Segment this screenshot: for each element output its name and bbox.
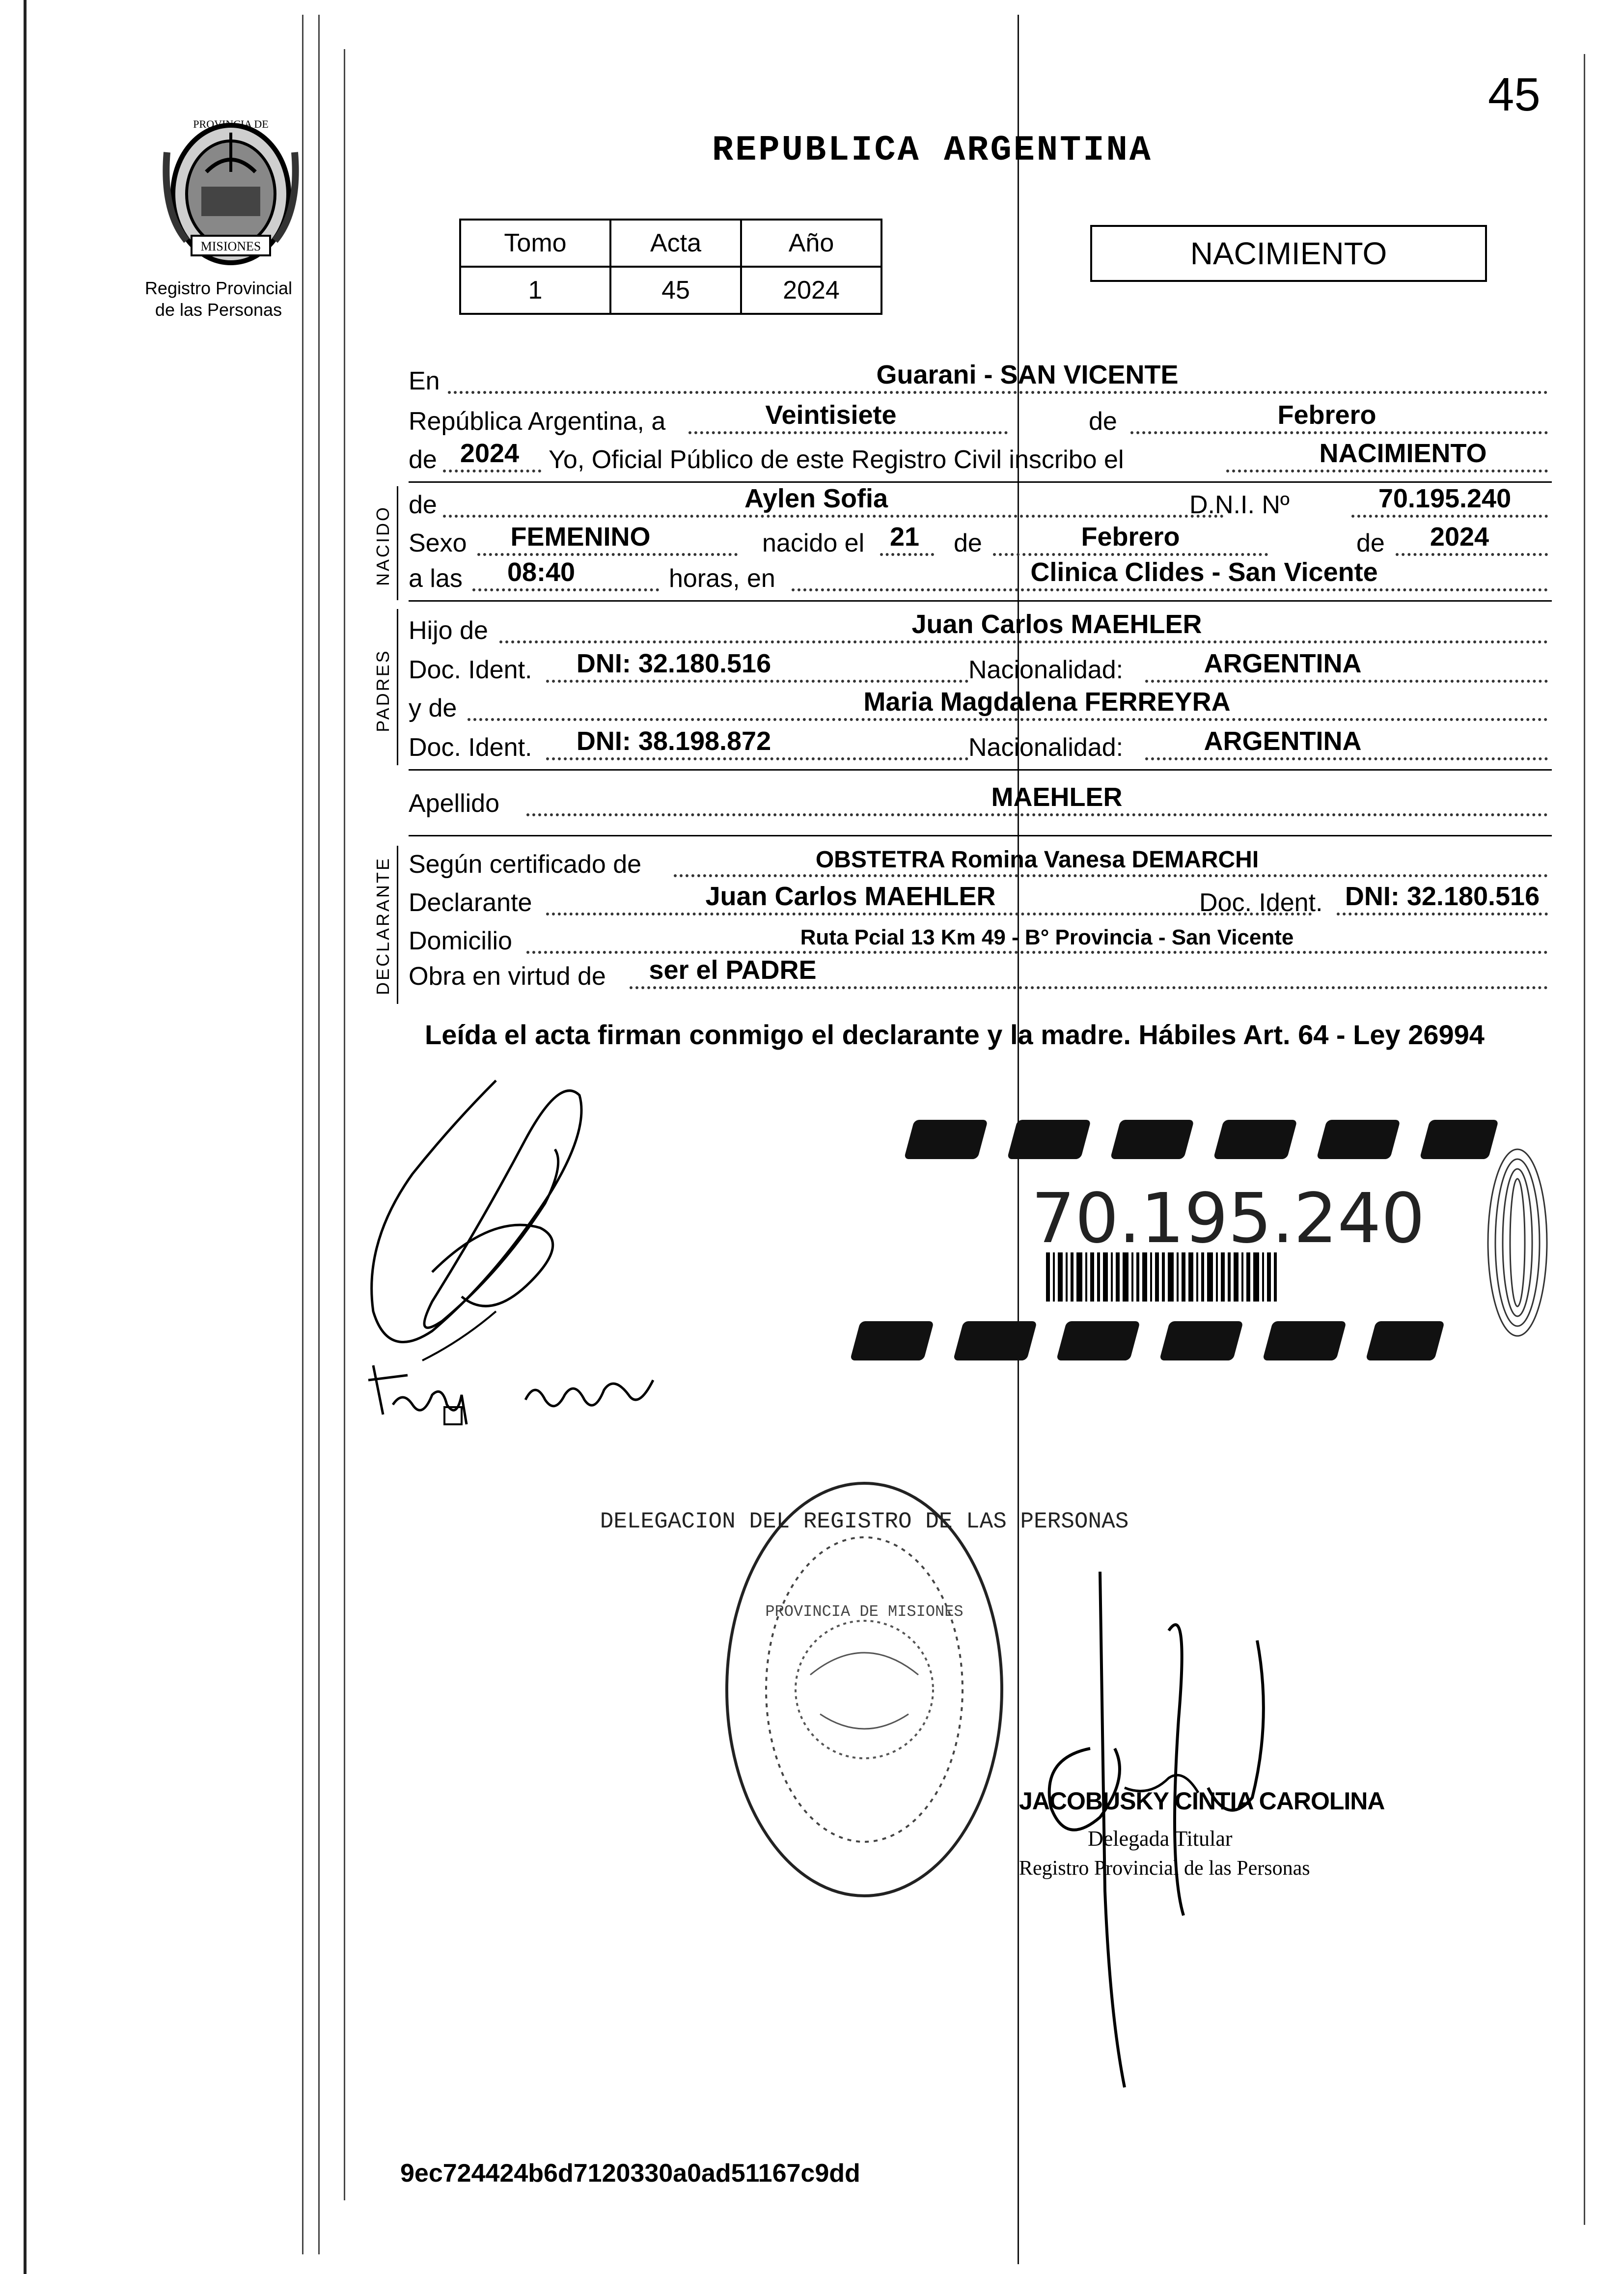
dotted-line <box>526 813 1548 816</box>
month-value: Febrero <box>1277 400 1376 430</box>
father-doc-value: DNI: 32.180.516 <box>576 649 771 678</box>
dotted-line <box>880 553 934 556</box>
svg-text:PROVINCIA DE MISIONES: PROVINCIA DE MISIONES <box>765 1603 963 1621</box>
de-label: de <box>1356 529 1385 557</box>
acta-value: 45 <box>610 267 741 314</box>
document-hash: 9ec724424b6d7120330a0ad51167c9dd <box>400 2159 860 2188</box>
dotted-line <box>443 515 1224 518</box>
official-name: JACOBUSKY CINTIA CAROLINA <box>1019 1787 1385 1815</box>
father-doc-row <box>409 651 1552 688</box>
acta-header: Acta <box>610 220 741 267</box>
apellido-label: Apellido <box>409 789 500 818</box>
mother-row <box>409 687 1552 726</box>
dotted-line <box>1351 515 1548 518</box>
nacido-section-label: NACIDO <box>373 505 393 586</box>
sexo-value: FEMENINO <box>510 522 651 552</box>
en-label: En <box>409 367 440 395</box>
dotted-line <box>448 391 1548 394</box>
dotted-line <box>688 431 1008 434</box>
statement-text: Yo, Oficial Público de este Registro Civil inscribo el <box>549 445 1124 474</box>
child-name-value: Aylen Sofia <box>744 484 888 513</box>
statement-row <box>409 441 1552 477</box>
dotted-line <box>477 553 738 556</box>
padres-section-label: PADRES <box>373 649 393 732</box>
dotted-line <box>546 757 968 760</box>
de-label: de <box>954 529 982 557</box>
anio-header: Año <box>741 220 881 267</box>
closing-notice: Leída el acta firman conmigo el declarante y la madre. Hábiles Art. 64 - Ley 26994 <box>425 1019 1485 1050</box>
reference-table-header-row <box>460 220 881 267</box>
registry-caption <box>123 277 314 321</box>
time-value: 08:40 <box>507 557 576 587</box>
birth-place-value: Clinica Clides - San Vicente <box>1030 557 1378 587</box>
declarante-section-label: DECLARANTE <box>373 856 393 995</box>
svg-text:DELEGACION DEL REGISTRO DE LAS: DELEGACION DEL REGISTRO DE LAS PERSONAS <box>600 1509 1129 1534</box>
domicilio-value: Ruta Pcial 13 Km 49 - B° Provincia - San Vicente <box>800 925 1294 949</box>
act-type-value: NACIMIENTO <box>1319 439 1487 468</box>
padres-bar <box>397 609 398 765</box>
certificate-value: OBSTETRA Romina Vanesa DEMARCHI <box>815 847 1259 873</box>
role-row <box>409 955 1552 994</box>
doc-ident-label: Doc. Ident. <box>409 733 532 762</box>
name-row <box>409 486 1552 523</box>
certificate-row <box>409 846 1552 882</box>
place-value: Guarani - SAN VICENTE <box>876 360 1179 389</box>
dotted-line <box>1337 913 1548 915</box>
declarante-doc-value: DNI: 32.180.516 <box>1345 882 1540 911</box>
dotted-line <box>546 913 1312 915</box>
dotted-line <box>1145 680 1548 683</box>
dotted-line <box>1396 553 1548 556</box>
a-las-label: a las <box>409 564 463 593</box>
dotted-line <box>1145 757 1548 760</box>
doc-ident-label: Doc. Ident. <box>1199 888 1323 917</box>
coat-of-arms-logo <box>147 113 314 270</box>
father-row <box>409 612 1552 648</box>
de-label: de <box>409 491 437 519</box>
year-value: 2024 <box>460 439 520 468</box>
svg-text:MISIONES: MISIONES <box>200 239 261 253</box>
official-office: Registro Provincial de las Personas <box>1019 1857 1310 1880</box>
dotted-line <box>1130 431 1548 434</box>
certificado-label: Según certificado de <box>409 850 642 879</box>
birth-year-value: 2024 <box>1430 522 1489 552</box>
official-role: Delegada Titular <box>1088 1827 1233 1851</box>
time-row <box>409 557 1552 596</box>
birth-month-value: Febrero <box>1081 522 1180 552</box>
dotted-line <box>472 588 659 591</box>
document-type-box: NACIMIENTO <box>1090 225 1487 282</box>
page-number: 45 <box>1488 68 1541 121</box>
dotted-line <box>443 470 541 472</box>
place-row <box>409 362 1552 399</box>
doc-ident-label: Doc. Ident. <box>409 656 532 684</box>
day-words-value: Veintisiete <box>765 400 897 430</box>
svg-text:PROVINCIA DE: PROVINCIA DE <box>193 118 269 130</box>
tomo-value: 1 <box>460 267 610 314</box>
dotted-line <box>1226 470 1548 472</box>
father-nationality-value: ARGENTINA <box>1204 649 1362 678</box>
dotted-line <box>993 553 1268 556</box>
registry-caption-line1: Registro Provincial <box>144 278 293 298</box>
dotted-line <box>499 640 1548 643</box>
surname-row <box>409 782 1552 821</box>
birth-day-value: 21 <box>889 522 920 552</box>
y-de-label: y de <box>409 694 457 722</box>
apellido-value: MAEHLER <box>991 782 1123 812</box>
tomo-header: Tomo <box>460 220 610 267</box>
declarante-name-value: Juan Carlos MAEHLER <box>705 882 996 911</box>
separator <box>409 769 1552 771</box>
declarante-label: Declarante <box>409 888 532 917</box>
left-edge-line <box>24 0 27 2274</box>
document-title: REPUBLICA ARGENTINA <box>712 130 1153 170</box>
mother-doc-value: DNI: 38.198.872 <box>576 726 771 756</box>
separator <box>409 600 1552 602</box>
margin-line <box>318 15 320 2254</box>
mother-nationality-value: ARGENTINA <box>1204 726 1362 756</box>
mother-signature <box>363 1346 668 1444</box>
nacionalidad-label: Nacionalidad: <box>968 733 1124 762</box>
registry-caption-line2: de las Personas <box>155 300 282 320</box>
hijo-de-label: Hijo de <box>409 616 488 645</box>
dotted-line <box>546 680 968 683</box>
de-label: de <box>1089 407 1117 436</box>
obra-label: Obra en virtud de <box>409 962 606 991</box>
dotted-line <box>792 588 1548 591</box>
anio-value: 2024 <box>741 267 881 314</box>
nacido-bar <box>397 486 398 600</box>
margin-line <box>302 15 303 2254</box>
reference-table-value-row <box>460 267 881 314</box>
declarant-row <box>409 884 1552 920</box>
separator <box>409 835 1552 836</box>
right-margin-line <box>1584 54 1585 2225</box>
sexo-label: Sexo <box>409 529 467 557</box>
address-row <box>409 922 1552 959</box>
sticker-id-number: 70.195.240 <box>1031 1179 1425 1259</box>
domicilio-label: Domicilio <box>409 927 512 955</box>
sex-row <box>409 522 1552 561</box>
declarante-bar <box>397 846 398 1004</box>
mother-doc-row <box>409 726 1552 765</box>
dni-label: D.N.I. Nº <box>1189 491 1290 519</box>
republic-label: República Argentina, a <box>409 407 666 436</box>
date-row <box>409 400 1552 439</box>
registry-seal <box>600 1469 1129 1911</box>
separator <box>409 481 1552 483</box>
reference-table <box>459 219 882 315</box>
dotted-line <box>630 986 1548 989</box>
horas-label: horas, en <box>669 564 775 593</box>
father-name-value: Juan Carlos MAEHLER <box>911 610 1202 639</box>
dotted-line <box>526 951 1548 954</box>
dotted-line <box>468 718 1548 721</box>
nacionalidad-label: Nacionalidad: <box>968 656 1124 684</box>
mother-name-value: Maria Magdalena FERREYRA <box>863 687 1231 717</box>
nacido-label: nacido el <box>762 529 865 557</box>
dotted-line <box>674 874 1548 877</box>
de2-label: de <box>409 445 437 474</box>
obra-value: ser el PADRE <box>649 955 817 985</box>
child-dni-value: 70.195.240 <box>1378 484 1512 513</box>
